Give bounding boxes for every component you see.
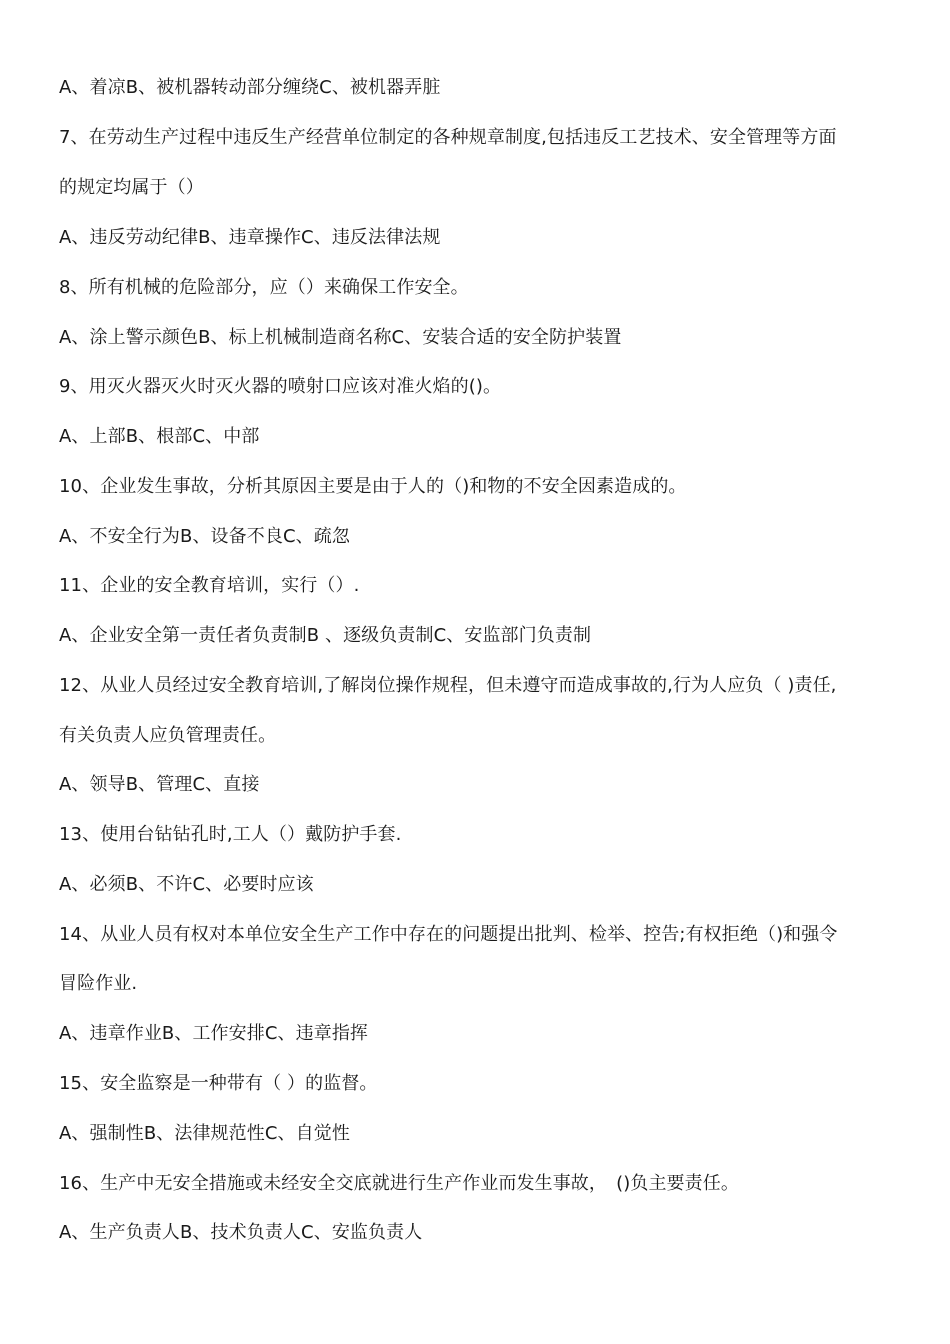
answer-options-8: A、涂上警示颜色B、标上机械制造商名称C、安装合适的安全防护装置 bbox=[59, 327, 622, 348]
text-line: A、着凉B、被机器转动部分缠绕C、被机器弄脏 bbox=[59, 77, 441, 98]
question-14-line-2: 冒险作业. bbox=[59, 973, 138, 994]
answer-options-11: A、企业安全第一责任者负责制B 、逐级负责制C、安监部门负责制 bbox=[59, 625, 592, 646]
question-10: 10、企业发生事故，分析其原因主要是由于人的（)和物的不安全因素造成的。 bbox=[59, 476, 687, 497]
answer-options-14: A、违章作业B、工作安排C、违章指挥 bbox=[59, 1023, 369, 1044]
question-7-line-2: 的规定均属于（） bbox=[59, 177, 204, 198]
answer-options-7: A、违反劳动纪律B、违章操作C、违反法律法规 bbox=[59, 227, 441, 248]
answer-options-15: A、强制性B、法律规范性C、自觉性 bbox=[59, 1123, 350, 1144]
question-9: 9、用灭火器灭火时灭火器的喷射口应该对准火焰的()。 bbox=[59, 376, 502, 397]
question-11: 11、企业的安全教育培训，实行（）. bbox=[59, 575, 360, 596]
question-15: 15、安全监察是一种带有（ ）的监督。 bbox=[59, 1073, 378, 1094]
question-7-line-1: 7、在劳动生产过程中违反生产经营单位制定的各种规章制度,包括违反工艺技术、安全管理等方面 bbox=[59, 127, 837, 148]
answer-options-13: A、必须B、不许C、必要时应该 bbox=[59, 874, 314, 895]
question-8: 8、所有机械的危险部分，应（）来确保工作安全。 bbox=[59, 277, 469, 298]
answer-options-16: A、生产负责人B、技术负责人C、安监负责人 bbox=[59, 1222, 423, 1243]
question-12-line-1: 12、从业人员经过安全教育培训,了解岗位操作规程，但未遵守而造成事故的,行为人应负（ )责任, bbox=[59, 675, 837, 696]
answer-options-9: A、上部B、根部C、中部 bbox=[59, 426, 260, 447]
question-16: 16、生产中无安全措施或未经安全交底就进行生产作业而发生事故， ()负主要责任。 bbox=[59, 1173, 739, 1194]
question-14-line-1: 14、从业人员有权对本单位安全生产工作中存在的问题提出批判、检举、控告;有权拒绝（)和强令 bbox=[59, 924, 838, 945]
answer-options-12: A、领导B、管理C、直接 bbox=[59, 774, 260, 795]
answer-options-10: A、不安全行为B、设备不良C、疏忽 bbox=[59, 526, 350, 547]
question-13: 13、使用台钻钻孔时,工人（）戴防护手套. bbox=[59, 824, 402, 845]
question-12-line-2: 有关负责人应负管理责任。 bbox=[59, 725, 277, 746]
